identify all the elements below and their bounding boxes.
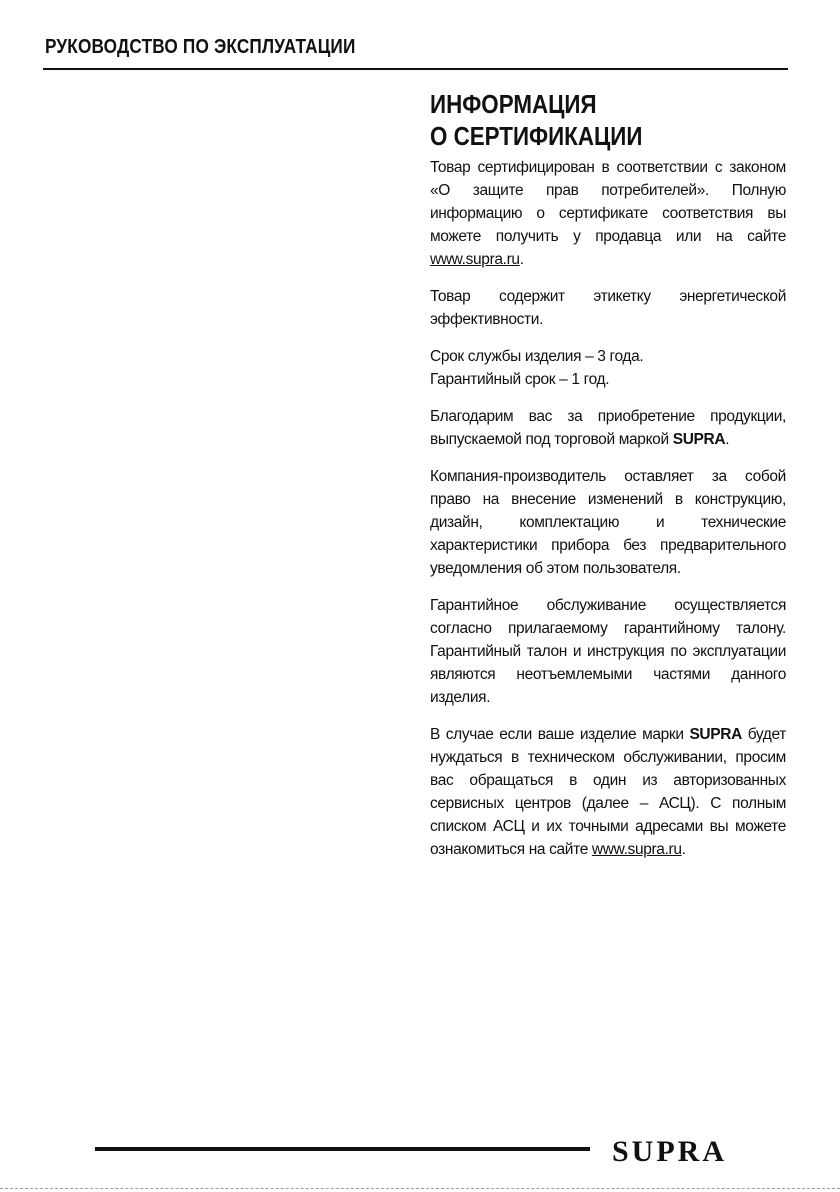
warranty-service-paragraph: Гарантийное обслуживание осуществляется согласно прилагаемому гарантийному талону. Гарантийный талон и инструкция по эксплуатации являются неотъемлемыми частями данного изделия. <box>430 597 786 706</box>
header-divider <box>43 68 788 70</box>
section-heading <box>430 88 740 152</box>
section-heading-line-2: О СЕРТИФИКАЦИИ <box>430 121 643 151</box>
service-life-text: Срок службы изделия – 3 года. <box>430 348 644 365</box>
certification-content <box>430 156 786 861</box>
document-header-title: РУКОВОДСТВО ПО ЭКСПЛУАТАЦИИ <box>45 36 356 58</box>
brand-name: SUPRA <box>672 431 726 448</box>
thanks-text: Благодарим вас за приобретение продукции, выпускаемой под торговой маркой <box>430 408 786 448</box>
thanks-end: . <box>725 431 730 448</box>
certification-end: . <box>519 251 524 268</box>
supra-logo: SUPRA <box>612 1135 728 1168</box>
footer-divider <box>95 1147 590 1151</box>
service-centers-end: . <box>681 841 686 858</box>
energy-label-paragraph: Товар содержит этикетку энергетической эффективности. <box>430 288 786 328</box>
warranty-period-text: Гарантийный срок – 1 год. <box>430 371 610 388</box>
certification-paragraph <box>430 156 786 271</box>
service-centers-text-1: В случае если ваше изделие марки <box>430 726 690 743</box>
certification-text: Товар сертифицирован в соответствии с законом «О защите прав потребителей». Полную информацию о сертификате соответствия вы можете получить у продавца или на сайте <box>430 159 786 245</box>
supra-website-link[interactable]: www.supra.ru <box>430 251 520 268</box>
supra-website-link[interactable]: www.supra.ru <box>591 841 682 858</box>
section-heading-line-1: ИНФОРМАЦИЯ <box>430 89 597 119</box>
brand-name: SUPRA <box>689 726 742 743</box>
service-centers-text-2: будет нуждаться в техническом обслуживании, просим вас обращаться в один из авторизованных сервисных центров (далее – АСЦ). С полным списком АСЦ и их точными адресами вы можете ознакомиться на сайте <box>430 726 786 858</box>
thanks-paragraph <box>430 405 786 451</box>
page-cut-line <box>0 1188 840 1189</box>
service-centers-paragraph <box>430 723 786 861</box>
service-life-paragraph <box>430 345 786 391</box>
changes-notice-paragraph: Компания-производитель оставляет за собой право на внесение изменений в конструкцию, дизайн, комплектацию и технические характеристики прибора без предварительного уведомления об этом пользователя. <box>430 468 786 577</box>
